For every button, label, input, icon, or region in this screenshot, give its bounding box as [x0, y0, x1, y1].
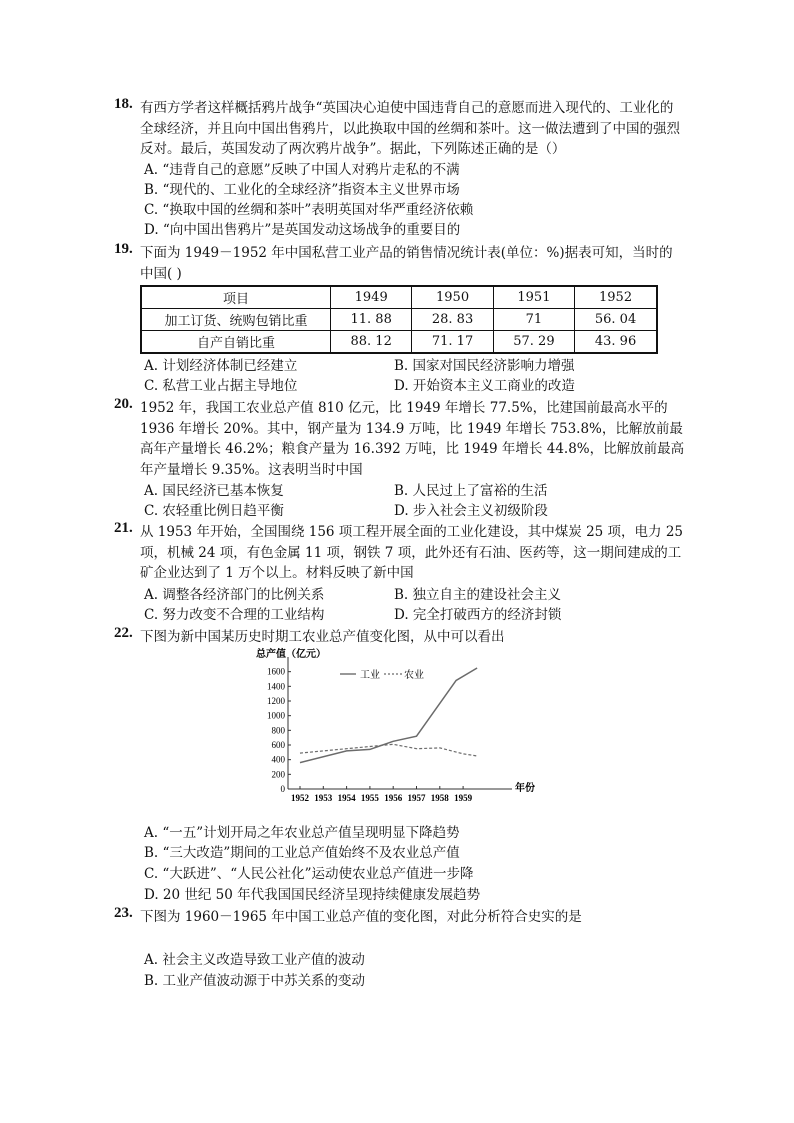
table-header-cell: 1950 [412, 286, 493, 309]
table-cell: 加工订货、统购包销比重 [141, 309, 331, 331]
option-b[interactable]: B. “现代的、工业化的全球经济”指资本主义世界市场 [144, 182, 460, 198]
y-tick-label: 0 [280, 784, 285, 794]
legend-label-agriculture: 农业 [404, 670, 424, 681]
series-line-industry [300, 668, 477, 763]
option-a[interactable]: A. “违背自己的意愿”反映了中国人对鸦片走私的不满 [144, 162, 460, 178]
option-c[interactable]: C. “换取中国的丝绸和茶叶”表明英国对华严重经济依赖 [144, 202, 474, 218]
question-number: 19. [114, 241, 133, 257]
option-d[interactable]: D. 20 世纪 50 年代我国国民经济呈现持续健康发展趋势 [144, 887, 481, 903]
table-header-cell: 1949 [331, 286, 412, 309]
table-cell: 57. 29 [493, 331, 574, 354]
option-a[interactable]: A. “一五”计划开局之年农业总产值呈现明显下降趋势 [144, 825, 460, 841]
x-tick-label: 1957 [407, 793, 426, 803]
legend-label-industry: 工业 [360, 670, 380, 681]
y-tick-label: 200 [271, 769, 285, 780]
x-axis-label: 年份 [515, 783, 535, 794]
question-number: 21. [114, 520, 133, 536]
option-c[interactable]: C. 努力改变不合理的工业结构 [144, 607, 325, 623]
x-tick-label: 1954 [337, 793, 356, 803]
option-b[interactable]: B. 工业产值波动源于中苏关系的变动 [144, 973, 366, 989]
question-number: 23. [114, 905, 133, 921]
option-c[interactable]: C. 农轻重比例日趋平衡 [144, 503, 284, 519]
option-d[interactable]: D. 步入社会主义初级阶段 [394, 503, 548, 519]
question-stem: 有西方学者这样概括鸦片战争“英国决心迫使中国违背自己的意愿而进入现代的、工业化的全球经济，并且向中国出售鸦片，以此换取中国的丝绸和茶叶。这一做法遭到了中国的强烈反对。最后，英国发动了两次鸦片战争”。据此，下列陈述正确的是（） [140, 100, 680, 157]
table-header-cell: 1951 [493, 286, 574, 309]
y-tick-label: 1000 [267, 710, 285, 721]
question-number: 22. [114, 625, 133, 641]
x-tick-label: 1959 [454, 793, 473, 803]
x-tick-label: 1953 [314, 793, 333, 803]
option-d[interactable]: D. 开始资本主义工商业的改造 [394, 378, 575, 394]
question-number: 20. [114, 396, 133, 412]
question-stem: 下图为 1960－1965 年中国工业总产值的变化图，对此分析符合史实的是 [140, 909, 582, 925]
option-c[interactable]: C. 私营工业占据主导地位 [144, 378, 298, 394]
option-b[interactable]: B. 独立自主的建设社会主义 [394, 587, 562, 603]
x-tick-label: 1958 [430, 793, 449, 803]
table-cell: 43. 96 [575, 331, 657, 354]
y-tick-label: 600 [271, 740, 285, 750]
table-row [141, 331, 657, 354]
table-cell: 71 [493, 309, 574, 331]
question-stem: 下图为新中国某历史时期工农业总产值变化图，从中可以看出 [140, 629, 505, 645]
question-stem: 从 1953 年开始，全国围绕 156 项工程开展全面的工业化建设，其中煤炭 25 项，电力 25 项，机械 24 项，有色金属 11 项，钢铁 7 项，此外还有石油、医药等，这一期间建成的工矿企业达到了 1 万个以上。材料反映了新中国 [140, 524, 684, 581]
option-d[interactable]: D. 完全打破西方的经济封锁 [394, 607, 562, 623]
y-tick-label: 800 [271, 725, 285, 736]
y-tick-label: 400 [271, 754, 285, 765]
x-tick-label: 1955 [360, 793, 379, 803]
option-a[interactable]: A. 调整各经济部门的比例关系 [144, 587, 325, 603]
table-cell: 71. 17 [412, 331, 493, 354]
option-b[interactable]: B. “三大改造”期间的工业总产值始终不及农业总产值 [144, 845, 460, 861]
table-cell: 88. 12 [331, 331, 412, 354]
y-tick-label: 1400 [267, 681, 285, 692]
y-tick-label: 1200 [267, 696, 285, 706]
option-d[interactable]: D. “向中国出售鸦片”是英国发动这场战争的重要目的 [144, 222, 461, 238]
question-stem: 1952 年，我国工农业总产值 810 亿元，比 1949 年增长 77.5%，比建国前最高水平的 1936 年增长 20%。其中，钢产量为 134.9 万吨，比 1949 年增长 753.8%，比解放前最高年产量增长 46.2%；粮食产量为 16.392 万吨，比 1949 年增长 44.8%，比解放前最高年产量增长 9.35%。这表明当时中国 [140, 400, 685, 478]
y-tick-label: 1600 [267, 666, 285, 677]
series-line-agriculture [300, 744, 477, 756]
chart-legend [340, 668, 424, 681]
option-b[interactable]: B. 人民过上了富裕的生活 [394, 483, 548, 499]
table-cell: 28. 83 [412, 309, 493, 331]
x-tick-label: 1956 [384, 793, 403, 803]
sales-table [140, 285, 658, 354]
table-header-cell: 项目 [141, 286, 331, 309]
option-c[interactable]: C. “大跃进”、“人民公社化”运动使农业总产值进一步降 [144, 866, 474, 882]
table-header-row [141, 286, 657, 309]
question-number: 18. [114, 96, 133, 112]
y-axis-label: 总产值（亿元） [256, 649, 326, 660]
table-cell: 11. 88 [331, 309, 412, 331]
option-a[interactable]: A. 社会主义改造导致工业产值的波动 [144, 952, 365, 968]
x-tick-label: 1952 [291, 793, 309, 803]
table-cell: 自产自销比重 [141, 331, 331, 354]
output-value-chart [250, 646, 550, 806]
question-stem: 下面为 1949－1952 年中国私营工业产品的销售情况统计表(单位：%)据表可知，当时的中国( ) [140, 245, 673, 282]
table-row [141, 309, 657, 331]
option-b[interactable]: B. 国家对国民经济影响力增强 [394, 358, 575, 374]
option-a[interactable]: A. 计划经济体制已经建立 [144, 358, 298, 374]
option-a[interactable]: A. 国民经济已基本恢复 [144, 483, 284, 499]
table-header-cell: 1952 [575, 286, 657, 309]
table-cell: 56. 04 [575, 309, 657, 331]
